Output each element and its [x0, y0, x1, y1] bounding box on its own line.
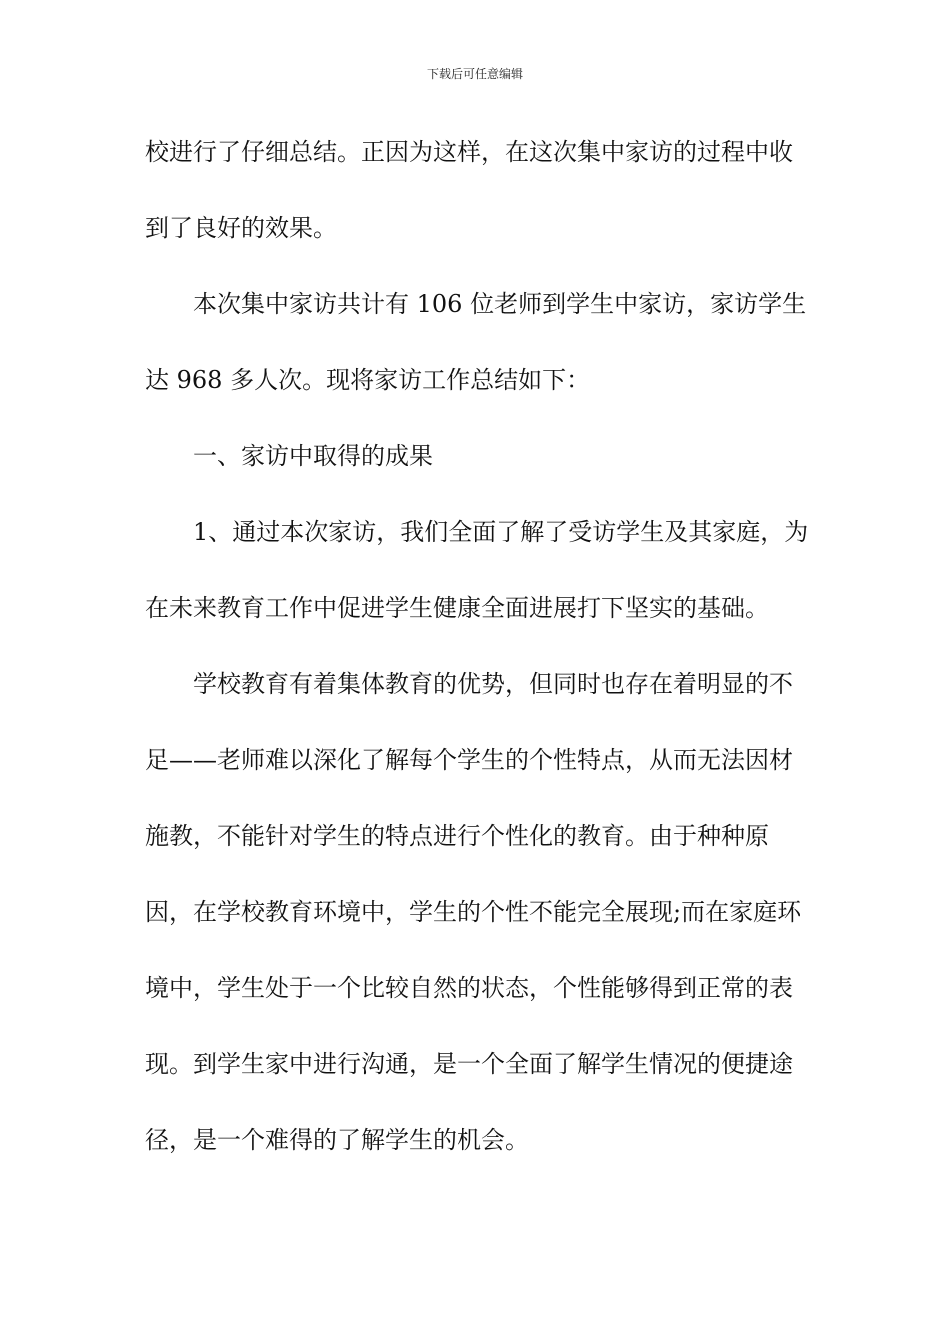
body-text	[145, 130, 810, 1194]
text-line: 施教，不能针对学生的特点进行个性化的教育。由于种种原	[145, 822, 769, 850]
section-heading: 一、家访中取得的成果	[193, 442, 433, 470]
text-line: 达 968 多人次。现将家访工作总结如下：	[145, 366, 591, 394]
text-line: 足——老师难以深化了解每个学生的个性特点，从而无法因材	[145, 746, 793, 774]
paragraph-first-line: 本次集中家访共计有 106 位老师到学生中家访，家访学生	[193, 290, 807, 318]
text-line: 在未来教育工作中促进学生健康全面进展打下坚实的基础。	[145, 594, 769, 622]
paragraph-first-line: 1、通过本次家访，我们全面了解了受访学生及其家庭，为	[193, 518, 809, 546]
text-line: 境中，学生处于一个比较自然的状态，个性能够得到正常的表	[145, 974, 793, 1002]
page-header: 下载后可任意编辑	[426, 67, 523, 81]
text-line: 到了良好的效果。	[145, 214, 337, 242]
text-line: 径，是一个难得的了解学生的机会。	[145, 1126, 529, 1154]
text-line: 校进行了仔细总结。正因为这样，在这次集中家访的过程中收	[145, 138, 793, 166]
text-line: 因，在学校教育环境中，学生的个性不能完全展现;而在家庭环	[145, 898, 802, 926]
text-line: 现。到学生家中进行沟通，是一个全面了解学生情况的便捷途	[145, 1050, 793, 1078]
paragraph-first-line: 学校教育有着集体教育的优势，但同时也存在着明显的不	[193, 670, 793, 698]
